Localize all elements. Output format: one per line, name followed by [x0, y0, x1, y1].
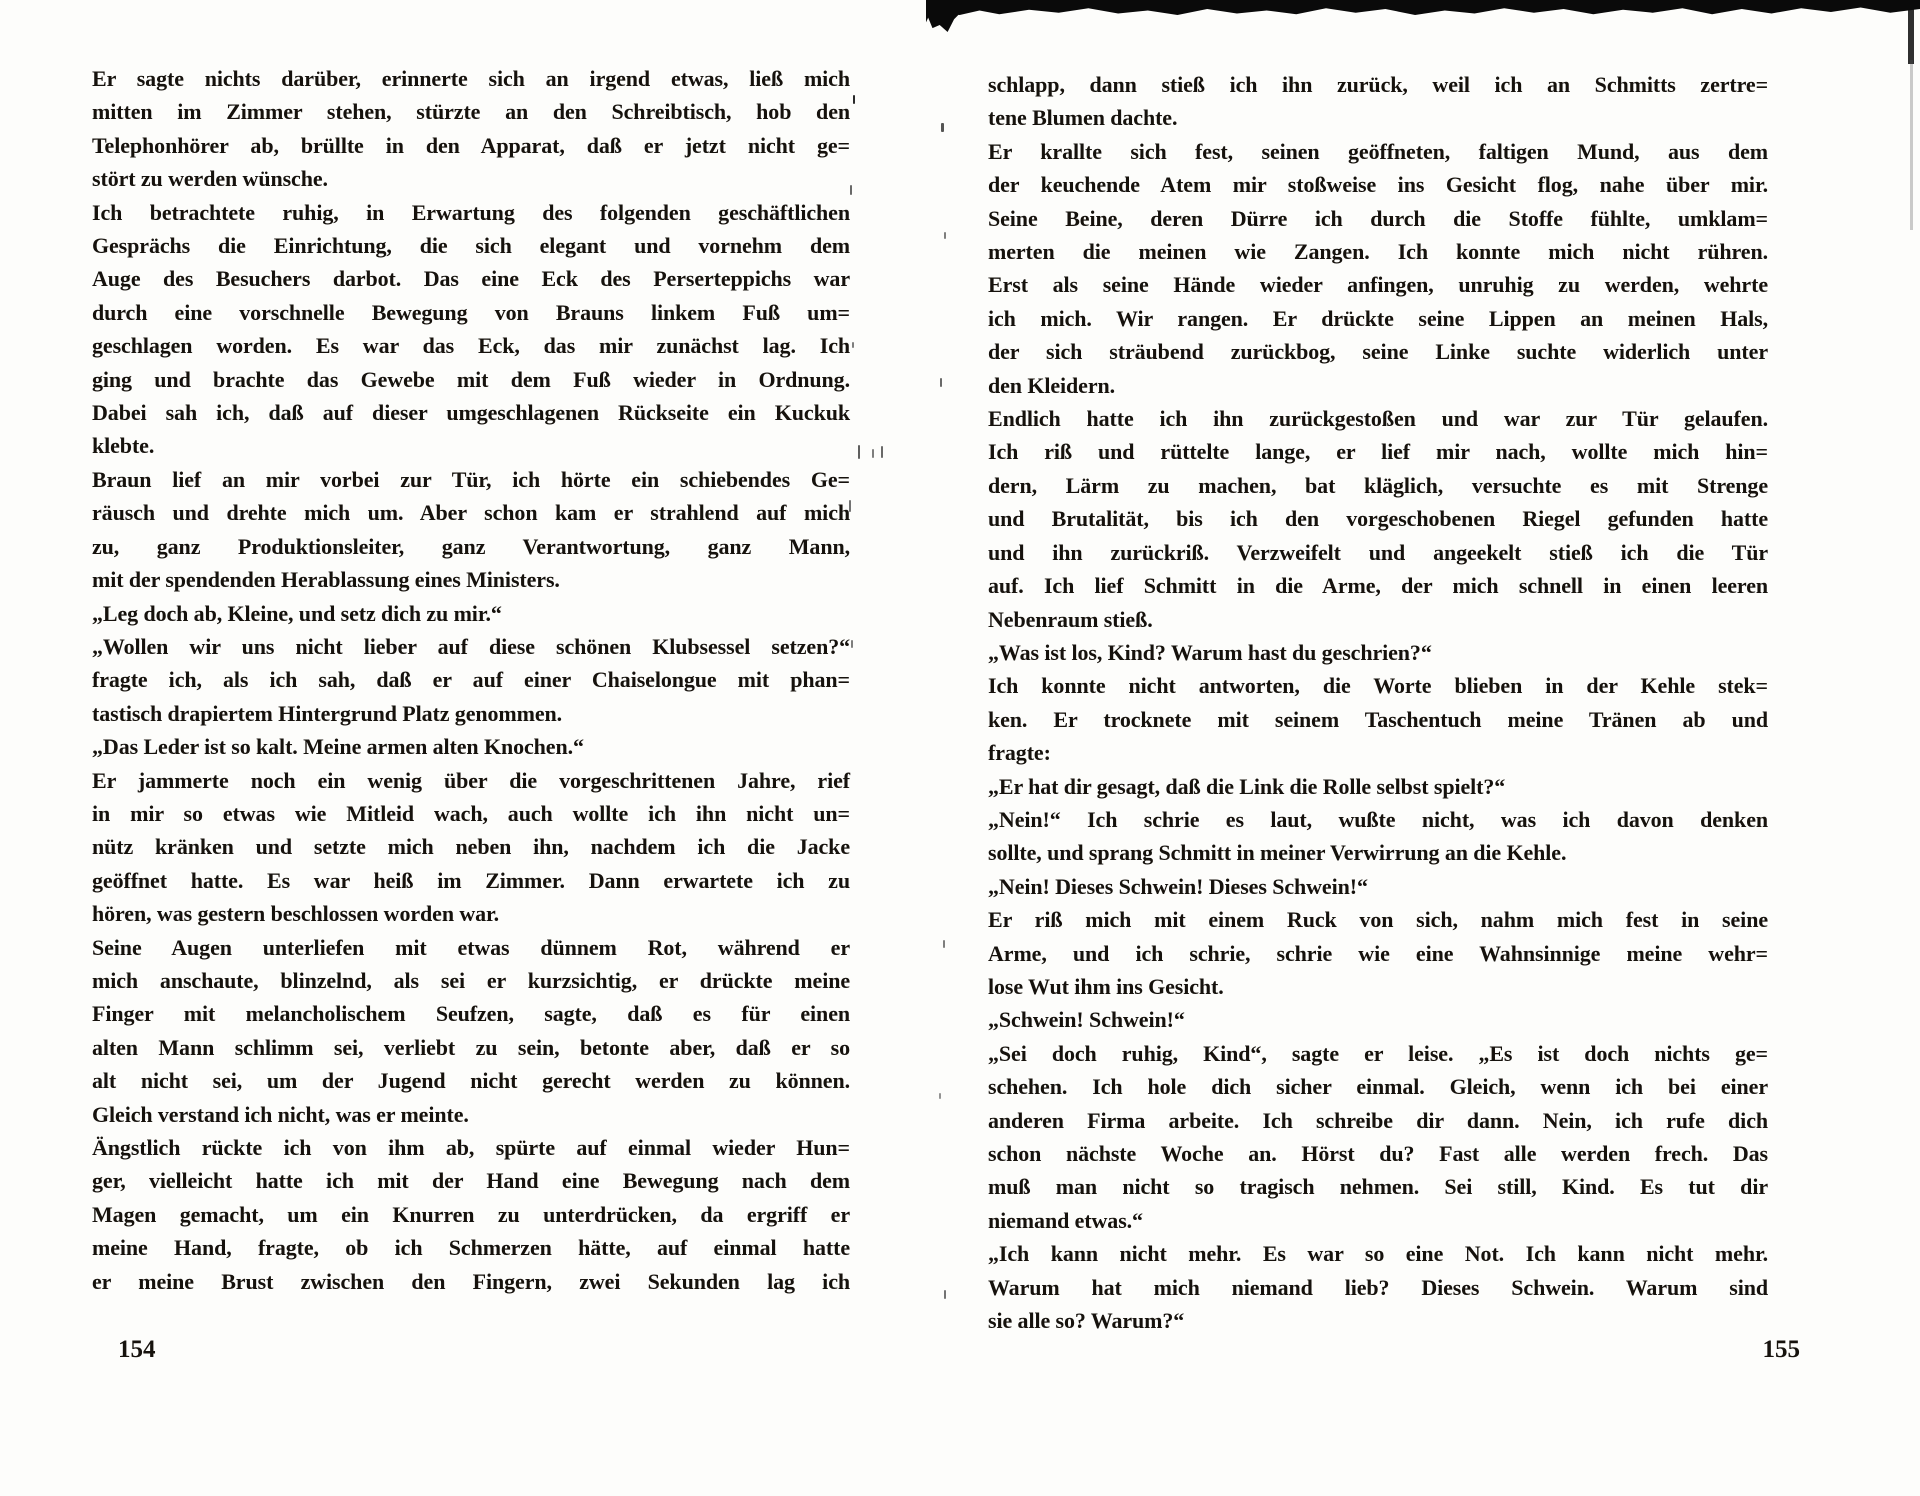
- text-line: tene Blumen dachte.: [988, 105, 1178, 131]
- text-line: durch eine vorschnelle Bewegung von Brauns linkem Fuß um=: [92, 299, 850, 325]
- page-number-left: 154: [118, 1336, 156, 1363]
- scan-speck: [944, 232, 946, 239]
- text-line: Auge des Besuchers darbot. Das eine Eck des Perserteppichs war: [92, 266, 850, 292]
- scan-right-edge-shadow: [1910, 60, 1913, 230]
- text-line: Er sagte nichts darüber, erinnerte sich an irgend etwas, ließ mich: [92, 66, 850, 91]
- scan-edge-artifact: [930, 0, 1920, 15]
- text-line: Magen gemacht, um ein Knurren zu unterdrücken, da ergriff er: [92, 1201, 850, 1227]
- scan-speck: [881, 446, 883, 458]
- scan-right-edge-artifact: [1908, 0, 1914, 64]
- text-line: anderen Firma arbeite. Ich schreibe dir dann. Nein, ich rufe dich: [988, 1107, 1768, 1133]
- text-line: Nebenraum stieß.: [988, 606, 1153, 632]
- text-line: nütz kränken und setzte mich neben ihn, nachdem ich die Jacke: [92, 834, 850, 860]
- text-line: ken. Er trocknete mit seinem Taschentuch meine Tränen ab und: [988, 706, 1768, 732]
- text-line: er meine Brust zwischen den Fingern, zwei Sekunden lag ich: [92, 1268, 850, 1294]
- text-line: alt nicht sei, um der Jugend nicht gerecht werden zu können.: [92, 1068, 850, 1094]
- text-line: fragte ich, als ich sah, daß er auf einer Chaiselongue mit phan=: [92, 667, 850, 693]
- text-line: in mir so etwas wie Mitleid wach, auch wollte ich ihn nicht un=: [92, 800, 850, 826]
- text-line: tastisch drapiertem Hintergrund Platz genommen.: [92, 700, 563, 726]
- text-line: Dabei sah ich, daß auf dieser umgeschlagenen Rückseite ein Kuckuk: [92, 400, 850, 426]
- scan-speck: [858, 445, 860, 459]
- text-line: Er jammerte noch ein wenig über die vorgeschrittenen Jahre, rief: [92, 767, 850, 793]
- text-line: Seine Augen unterliefen mit etwas dünnem Rot, während er: [92, 934, 850, 960]
- scan-speck: [940, 378, 942, 387]
- text-line: schon nächste Woche an. Hörst du? Fast alle werden frech. Das: [988, 1141, 1768, 1166]
- scan-speck: [939, 1093, 941, 1099]
- text-line: schehen. Ich hole dich sicher einmal. Gleich, wenn ich bei einer: [988, 1074, 1768, 1100]
- text-line: „Nein! Dieses Schwein! Dieses Schwein!“: [988, 873, 1368, 899]
- text-line: Er krallte sich fest, seinen geöffneten, faltigen Mund, aus dem: [988, 138, 1768, 164]
- text-line: „Was ist los, Kind? Warum hast du geschrien?“: [988, 639, 1432, 665]
- text-line: fragte:: [988, 740, 1051, 766]
- text-line: meine Hand, fragte, ob ich Schmerzen hätte, auf einmal hatte: [92, 1235, 850, 1261]
- text-line: den Kleidern.: [988, 372, 1116, 398]
- scan-speck: [941, 123, 944, 132]
- text-line: Gesprächs die Einrichtung, die sich elegant und vornehm dem: [92, 233, 850, 259]
- text-line: geschlagen worden. Es war das Eck, das mir zunächst lag. Ich: [92, 333, 850, 359]
- text-line: Er riß mich mit einem Ruck von sich, nahm mich fest in seine: [988, 907, 1768, 933]
- scan-edge-blob-artifact: [926, 0, 962, 32]
- text-line: „Nein!“ Ich schrie es laut, wußte nicht, was ich davon denken: [988, 806, 1768, 832]
- text-line: ich mich. Wir rangen. Er drückte seine Lippen an meinen Hals,: [988, 305, 1768, 331]
- scan-speck: [853, 95, 855, 104]
- text-line: sie alle so? Warum?“: [988, 1308, 1185, 1334]
- text-line: stört zu werden wünsche.: [92, 166, 328, 192]
- scan-speck: [851, 640, 853, 648]
- text-line: mit der spendenden Herablassung eines Ministers.: [92, 567, 560, 593]
- scan-speck: [872, 449, 874, 458]
- text-line: Endlich hatte ich ihn zurückgestoßen und war zur Tür gelaufen.: [988, 406, 1768, 432]
- text-line: zu, ganz Produktionsleiter, ganz Verantwortung, ganz Mann,: [92, 533, 850, 559]
- page-155-text: [988, 68, 1768, 1337]
- text-line: geöffnet hatte. Es war heiß im Zimmer. Dann erwartete ich zu: [92, 867, 850, 893]
- text-line: Ich betrachtete ruhig, in Erwartung des folgenden geschäftlichen: [92, 199, 850, 225]
- page-154-text: [92, 62, 850, 1298]
- text-line: schlapp, dann stieß ich ihn zurück, weil ich an Schmitts zertre=: [988, 72, 1768, 97]
- text-line: „Sei doch ruhig, Kind“, sagte er leise. „Es ist doch nichts ge=: [988, 1040, 1768, 1066]
- text-line: hören, was gestern beschlossen worden war.: [92, 901, 500, 927]
- text-line: „Wollen wir uns nicht lieber auf diese schönen Klubsessel setzen?“: [92, 633, 850, 659]
- text-line: Ich konnte nicht antworten, die Worte blieben in der Kehle stek=: [988, 673, 1768, 699]
- text-line: mich anschaute, blinzelnd, als sei er kurzsichtig, er drückte meine: [92, 967, 850, 993]
- text-line: mitten im Zimmer stehen, stürzte an den Schreibtisch, hob den: [92, 99, 850, 125]
- scan-speck: [943, 940, 945, 948]
- text-line: ger, vielleicht hatte ich mit der Hand eine Bewegung nach dem: [92, 1168, 850, 1194]
- text-line: räusch und drehte mich um. Aber schon kam er strahlend auf mich: [92, 500, 850, 526]
- text-line: Arme, und ich schrie, schrie wie eine Wahnsinnige meine wehr=: [988, 940, 1768, 966]
- text-line: Finger mit melancholischem Seufzen, sagte, daß es für einen: [92, 1001, 850, 1027]
- text-line: und Brutalität, bis ich den vorgeschobenen Riegel gefunden hatte: [988, 506, 1768, 532]
- scan-speck: [852, 342, 854, 348]
- text-line: „Das Leder ist so kalt. Meine armen alten Knochen.“: [92, 734, 584, 760]
- text-line: dern, Lärm zu machen, bat kläglich, versuchte es mit Strenge: [988, 472, 1768, 498]
- text-line: „Leg doch ab, Kleine, und setz dich zu mir.“: [92, 600, 502, 626]
- text-line: muß man nicht so tragisch nehmen. Sei still, Kind. Es tut dir: [988, 1174, 1768, 1200]
- page-number-right: 155: [1762, 1336, 1800, 1363]
- text-line: „Er hat dir gesagt, daß die Link die Rolle selbst spielt?“: [988, 773, 1506, 799]
- text-line: ging und brachte das Gewebe mit dem Fuß wieder in Ordnung.: [92, 366, 850, 392]
- text-line: klebte.: [92, 433, 155, 459]
- text-line: Warum hat mich niemand lieb? Dieses Schwein. Warum sind: [988, 1274, 1768, 1300]
- text-line: „Schwein! Schwein!“: [988, 1007, 1185, 1033]
- text-line: der keuchende Atem mir stoßweise ins Gesicht flog, nahe über mir.: [988, 172, 1768, 198]
- text-line: Ich riß und rüttelte lange, er lief mir nach, wollte mich hin=: [988, 439, 1768, 465]
- text-line: der sich sträubend zurückbog, seine Linke suchte widerlich unter: [988, 339, 1768, 365]
- text-line: merten die meinen wie Zangen. Ich konnte mich nicht rühren.: [988, 239, 1768, 265]
- text-line: Ängstlich rückte ich von ihm ab, spürte auf einmal wieder Hun=: [92, 1135, 850, 1160]
- text-line: alten Mann schlimm sei, verliebt zu sein, betonte aber, daß er so: [92, 1034, 850, 1060]
- text-line: Erst als seine Hände wieder anfingen, unruhig zu werden, wehrte: [988, 272, 1768, 298]
- scan-speck: [944, 1290, 946, 1299]
- text-line: Braun lief an mir vorbei zur Tür, ich hörte ein schiebendes Ge=: [92, 466, 850, 492]
- text-line: lose Wut ihm ins Gesicht.: [988, 973, 1224, 999]
- text-line: „Ich kann nicht mehr. Es war so eine Not. Ich kann nicht mehr.: [988, 1241, 1768, 1267]
- text-line: Telephonhörer ab, brüllte in den Apparat, daß er jetzt nicht ge=: [92, 132, 850, 158]
- text-line: niemand etwas.“: [988, 1207, 1143, 1233]
- text-line: und ihn zurückriß. Verzweifelt und angeekelt stieß ich die Tür: [988, 539, 1768, 565]
- scan-speck: [850, 185, 852, 195]
- text-line: Gleich verstand ich nicht, was er meinte.: [92, 1101, 469, 1127]
- text-line: auf. Ich lief Schmitt in die Arme, der mich schnell in einen leeren: [988, 573, 1768, 599]
- text-line: sollte, und sprang Schmitt in meiner Verwirrung an die Kehle.: [988, 840, 1567, 866]
- text-line: Seine Beine, deren Dürre ich durch die Stoffe fühlte, umklam=: [988, 205, 1768, 231]
